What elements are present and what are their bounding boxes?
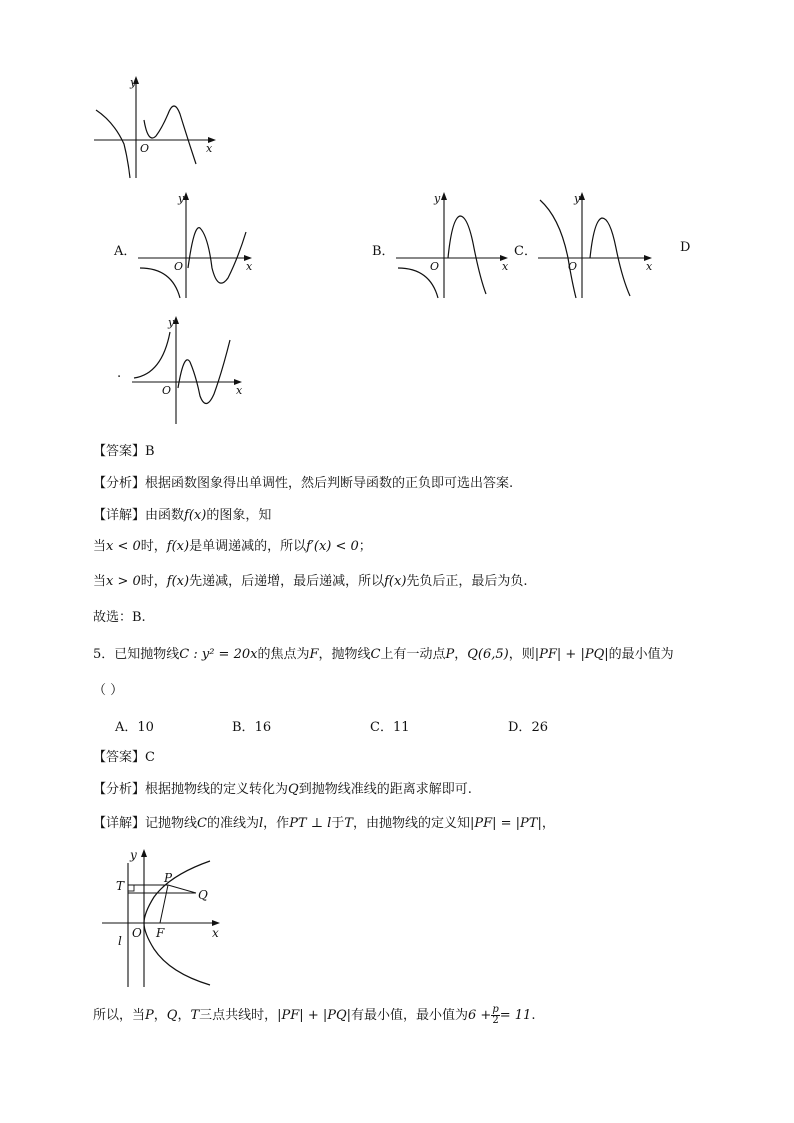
option-d-label[interactable]: D <box>680 240 691 255</box>
fraction-denominator: 2 <box>492 1015 499 1026</box>
q4-line1 <box>93 538 372 556</box>
text: ，则 <box>508 647 535 662</box>
math-F: F <box>309 647 319 662</box>
q5-detail <box>93 815 555 833</box>
curve-left <box>134 332 170 378</box>
origin-label: O <box>174 260 184 273</box>
fraction-numerator: p <box>492 1004 499 1015</box>
option-c-label[interactable]: C． <box>514 244 537 259</box>
text: 当 <box>93 574 107 589</box>
math-T: T <box>344 816 353 831</box>
q4-analysis <box>93 475 513 493</box>
right-angle-mark <box>128 885 134 891</box>
text: 5．已知抛物线 <box>93 647 180 662</box>
math-eq: |PF| = |PT| <box>469 816 542 831</box>
detail-text: 由函数 <box>145 508 185 523</box>
l-label: l <box>118 934 122 948</box>
math-fx: f(x) <box>184 508 207 523</box>
text: 当 <box>93 539 107 554</box>
text: ，作 <box>263 816 290 831</box>
text: 记抛物线 <box>145 816 198 831</box>
math-Q: Q <box>166 1008 178 1023</box>
x-label: x <box>246 260 253 273</box>
math-six-plus: 6 + <box>468 1008 492 1023</box>
x-label: x <box>212 926 219 940</box>
q5-paren: （ ） <box>93 683 124 698</box>
math-C: C <box>197 816 207 831</box>
origin-label: O <box>140 142 150 155</box>
option-value: 10 <box>137 720 154 735</box>
text: 时， <box>140 539 167 554</box>
fraction-p-over-2 <box>491 1005 499 1026</box>
y-label: y <box>178 192 185 205</box>
curve-right <box>178 340 230 404</box>
option-value: 16 <box>254 720 272 735</box>
Q-label: Q <box>198 888 208 902</box>
x-label: x <box>236 384 243 397</box>
segment-PF <box>160 885 168 923</box>
y-label: y <box>130 848 137 862</box>
y-arrow <box>441 192 447 200</box>
text: 根据抛物线的定义转化为 <box>145 782 289 797</box>
math-expr: |PF| + |PQ| <box>277 1008 352 1023</box>
x-label: x <box>502 260 509 273</box>
option-label: D． <box>508 720 532 735</box>
math-fx: f(x) <box>384 574 407 589</box>
analysis-tag: 【分析】 <box>93 782 146 797</box>
math-P: P <box>145 1008 154 1023</box>
option-b-graph[interactable] <box>394 188 516 300</box>
math-fx: f(x) <box>166 574 190 589</box>
curve-right <box>448 216 486 294</box>
detail-tag: 【详解】 <box>93 508 146 523</box>
analysis-tag: 【分析】 <box>93 476 146 491</box>
text: 有最小值，最小值为 <box>351 1008 469 1023</box>
option-label: B． <box>232 720 255 735</box>
text: 的焦点为 <box>257 647 310 662</box>
text: ，由抛物线的定义知 <box>352 816 470 831</box>
y-label: y <box>168 316 175 329</box>
math-l: l <box>259 816 264 831</box>
option-b-label[interactable]: B． <box>372 244 395 259</box>
curve-right <box>590 218 630 296</box>
math-perp: PT ⊥ l <box>289 816 332 831</box>
math-cond: x < 0 <box>106 539 141 554</box>
curve-right <box>144 106 196 164</box>
origin-label: O <box>568 260 578 273</box>
math-cond: x > 0 <box>106 574 141 589</box>
answer-value: B <box>145 444 155 459</box>
math-P: P <box>445 647 455 662</box>
option-a-label[interactable]: A． <box>114 244 137 259</box>
text: 于 <box>331 816 345 831</box>
text: 先负后正，最后为负. <box>406 574 528 589</box>
option-value: 26 <box>531 720 548 735</box>
text: 是单调递减的，所以 <box>189 539 307 554</box>
math-equals-eleven: = 11 <box>499 1008 532 1023</box>
original-graph <box>92 74 222 184</box>
text: 的最小值为 <box>608 647 674 662</box>
detail-tag: 【详解】 <box>93 816 146 831</box>
text: ； <box>358 539 372 554</box>
curve-right <box>188 228 246 283</box>
text: ， <box>153 1008 167 1023</box>
option-a-graph[interactable] <box>136 188 258 300</box>
x-label: x <box>646 260 653 273</box>
y-label: y <box>434 192 441 205</box>
O-label: O <box>132 926 142 940</box>
P-label: P <box>164 871 173 885</box>
math-Q: Q(6,5) <box>467 647 509 662</box>
origin-label: O <box>430 260 440 273</box>
T-label: T <box>116 879 125 893</box>
text: 所以，当 <box>93 1008 146 1023</box>
q5-option-c[interactable] <box>370 716 410 735</box>
q4-answer <box>93 443 155 461</box>
option-label: A． <box>115 720 138 735</box>
q4-detail <box>93 507 271 525</box>
q4-line2 <box>93 573 528 591</box>
curve-left <box>540 200 576 298</box>
math-expr: |PF| + |PQ| <box>534 647 609 662</box>
q4-conclusion: 故选：B. <box>93 610 146 625</box>
y-arrow <box>141 849 147 857</box>
text: 三点共线时， <box>199 1008 278 1023</box>
analysis-text: 根据函数图象得出单调性，然后判断导函数的正负即可选出答案. <box>145 476 514 491</box>
option-d-graph[interactable] <box>128 312 252 426</box>
parabola-figure <box>100 845 230 991</box>
answer-value: C <box>145 750 155 765</box>
text: ，抛物线 <box>318 647 371 662</box>
option-label: C． <box>370 720 393 735</box>
y-label: y <box>574 192 581 205</box>
segment-PQ <box>168 885 196 893</box>
curve-left <box>96 110 130 178</box>
origin-label: O <box>162 384 172 397</box>
q5-option-b[interactable] <box>232 716 271 735</box>
text: ， <box>454 647 468 662</box>
q5-answer <box>93 749 155 767</box>
math-derivative: f′(x) < 0 <box>306 539 359 554</box>
q5-analysis <box>93 781 472 799</box>
option-c-graph[interactable] <box>536 188 662 300</box>
math-Q: Q <box>288 782 299 797</box>
text: 先递减，后递增，最后递减，所以 <box>189 574 385 589</box>
math-parabola: C : y² = 20x <box>179 647 258 662</box>
answer-tag: 【答案】 <box>93 750 146 765</box>
text: 的准线为 <box>206 816 259 831</box>
math-C: C <box>370 647 381 662</box>
q5-final <box>93 1004 535 1028</box>
answer-tag: 【答案】 <box>93 444 146 459</box>
q5-option-a[interactable] <box>115 716 154 735</box>
y-label: y <box>130 76 137 89</box>
text: . <box>531 1008 536 1023</box>
option-value: 11 <box>392 720 410 735</box>
text: 到抛物线准线的距离求解即可. <box>298 782 472 797</box>
F-label: F <box>156 926 165 940</box>
text: 上有一动点 <box>380 647 446 662</box>
math-fx: f(x) <box>166 539 190 554</box>
text: ， <box>177 1008 191 1023</box>
text: 时， <box>140 574 167 589</box>
math-T: T <box>190 1008 200 1023</box>
text: ， <box>541 816 555 831</box>
detail-text: 的图象，知 <box>206 508 272 523</box>
x-label: x <box>206 142 213 155</box>
q5-stem <box>93 646 674 664</box>
option-d-continued: . <box>117 366 122 381</box>
q5-option-d[interactable] <box>508 716 548 735</box>
